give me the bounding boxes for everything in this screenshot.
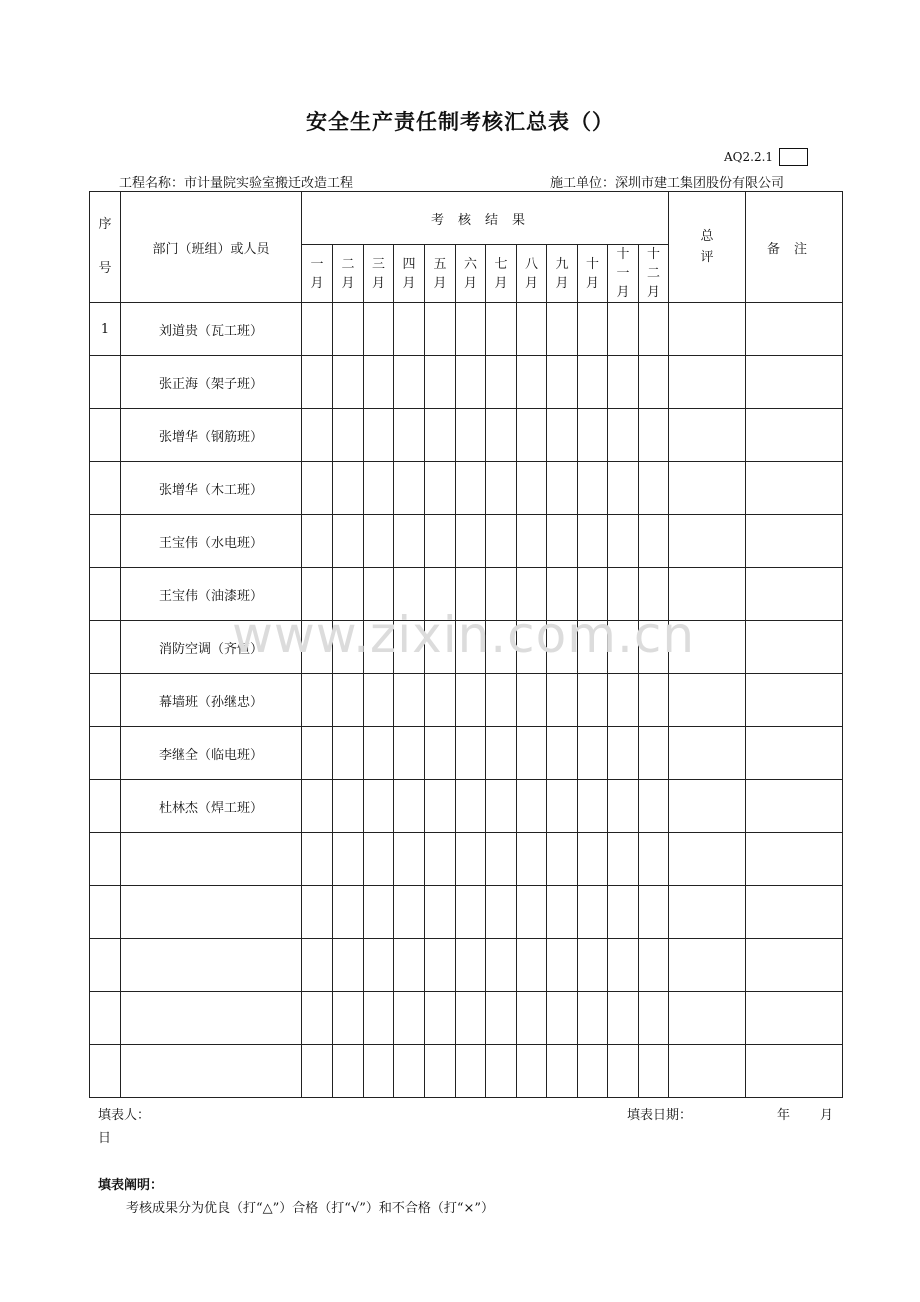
month-result-cell[interactable] — [364, 409, 394, 462]
month-result-cell[interactable] — [486, 462, 517, 515]
month-result-cell[interactable] — [639, 515, 669, 568]
month-header — [302, 245, 333, 303]
month-result-cell[interactable] — [333, 939, 364, 992]
month-result-cell[interactable] — [425, 1045, 456, 1098]
month-result-cell[interactable] — [333, 833, 364, 886]
month-result-cell[interactable] — [608, 833, 639, 886]
month-result-cell[interactable] — [578, 356, 608, 409]
month-result-cell[interactable] — [608, 886, 639, 939]
month-result-cell[interactable] — [578, 409, 608, 462]
month-result-cell[interactable] — [364, 462, 394, 515]
month-result-cell[interactable] — [517, 833, 547, 886]
month-result-cell[interactable] — [517, 1045, 547, 1098]
month-result-cell[interactable] — [486, 727, 517, 780]
row-seq — [90, 409, 121, 462]
overall-cell[interactable] — [669, 515, 746, 568]
month-header-char: 月 — [402, 275, 416, 291]
row-seq — [90, 356, 121, 409]
remarks-cell[interactable] — [746, 1045, 843, 1098]
month-result-cell[interactable] — [578, 780, 608, 833]
month-header — [517, 245, 547, 303]
month-result-cell[interactable] — [394, 515, 425, 568]
project-name: 工程名称：市计量院实验室搬迁改造工程 — [119, 176, 354, 191]
row-seq — [90, 886, 121, 939]
overall-cell[interactable] — [669, 1045, 746, 1098]
month-result-cell[interactable] — [394, 833, 425, 886]
month-result-cell[interactable] — [364, 886, 394, 939]
row-name: 杜林杰（焊工班） — [121, 780, 302, 833]
month-label: 月 — [820, 1108, 834, 1123]
month-result-cell[interactable] — [456, 886, 486, 939]
month-header-char: 月 — [371, 275, 385, 291]
month-result-cell[interactable] — [608, 939, 639, 992]
month-header — [364, 245, 394, 303]
month-result-cell[interactable] — [364, 992, 394, 1045]
month-result-cell[interactable] — [517, 992, 547, 1045]
month-header-char: 八 — [524, 256, 538, 272]
month-result-cell[interactable] — [639, 462, 669, 515]
month-header — [547, 245, 578, 303]
month-result-cell[interactable] — [578, 727, 608, 780]
table-row — [90, 939, 843, 992]
month-result-cell[interactable] — [639, 409, 669, 462]
month-result-cell[interactable] — [425, 833, 456, 886]
month-result-cell[interactable] — [425, 939, 456, 992]
remarks-cell[interactable] — [746, 780, 843, 833]
month-result-cell[interactable] — [425, 727, 456, 780]
overall-cell[interactable] — [669, 780, 746, 833]
month-result-cell[interactable] — [547, 409, 578, 462]
row-name — [121, 833, 302, 886]
remarks-cell[interactable] — [746, 886, 843, 939]
form-code: AQ2.2.1 — [724, 150, 774, 164]
row-seq — [90, 939, 121, 992]
month-result-cell[interactable] — [547, 674, 578, 727]
page-title: 安全生产责任制考核汇总表（） — [306, 110, 614, 134]
month-header — [394, 245, 425, 303]
month-header-char: 十 — [646, 247, 660, 262]
month-result-cell[interactable] — [302, 886, 333, 939]
table-row — [90, 409, 843, 462]
remarks-cell[interactable] — [746, 939, 843, 992]
month-result-cell[interactable] — [394, 727, 425, 780]
table-row — [90, 1045, 843, 1098]
month-result-cell[interactable] — [425, 674, 456, 727]
month-header-char: 十 — [616, 247, 630, 262]
month-result-cell[interactable] — [639, 356, 669, 409]
month-result-cell[interactable] — [578, 462, 608, 515]
month-result-cell[interactable] — [639, 303, 669, 356]
row-name: 王宝伟（水电班） — [121, 515, 302, 568]
month-result-cell[interactable] — [302, 780, 333, 833]
month-result-cell[interactable] — [394, 780, 425, 833]
remarks-cell[interactable] — [746, 462, 843, 515]
month-result-cell[interactable] — [333, 462, 364, 515]
month-result-cell[interactable] — [456, 833, 486, 886]
month-result-cell[interactable] — [302, 303, 333, 356]
month-result-cell[interactable] — [425, 992, 456, 1045]
month-result-cell[interactable] — [517, 780, 547, 833]
row-name — [121, 886, 302, 939]
month-result-cell[interactable] — [608, 303, 639, 356]
contractor-name: 施工单位：深圳市建工集团股份有限公司 — [550, 176, 785, 191]
month-result-cell[interactable] — [302, 674, 333, 727]
month-result-cell[interactable] — [517, 303, 547, 356]
month-header-char: 月 — [463, 275, 477, 291]
month-result-cell[interactable] — [547, 886, 578, 939]
row-name: 李继全（临电班） — [121, 727, 302, 780]
month-result-cell[interactable] — [456, 727, 486, 780]
month-result-cell[interactable] — [608, 356, 639, 409]
row-seq — [90, 621, 121, 674]
remarks-cell[interactable] — [746, 992, 843, 1045]
table-row — [90, 462, 843, 515]
row-name: 张正海（架子班） — [121, 356, 302, 409]
overall-cell[interactable] — [669, 303, 746, 356]
month-header-char: 月 — [524, 275, 538, 291]
row-seq — [90, 1045, 121, 1098]
overall-cell[interactable] — [669, 409, 746, 462]
month-result-cell[interactable] — [425, 462, 456, 515]
month-header-char: 九 — [555, 256, 569, 272]
month-result-cell[interactable] — [547, 1045, 578, 1098]
month-header — [333, 245, 364, 303]
month-result-cell[interactable] — [608, 674, 639, 727]
month-result-cell[interactable] — [486, 515, 517, 568]
month-result-cell[interactable] — [364, 1045, 394, 1098]
month-result-cell[interactable] — [639, 992, 669, 1045]
month-result-cell[interactable] — [608, 992, 639, 1045]
table-row — [90, 727, 843, 780]
month-result-cell[interactable] — [578, 1045, 608, 1098]
note-text: 考核成果分为优良（打“△”）合格（打“√”）和不合格（打“×”） — [126, 1201, 495, 1216]
month-header-char: 四 — [402, 256, 416, 272]
month-result-cell[interactable] — [517, 515, 547, 568]
month-result-cell[interactable] — [456, 1045, 486, 1098]
month-header — [486, 245, 517, 303]
month-result-cell[interactable] — [486, 1045, 517, 1098]
month-result-cell[interactable] — [333, 727, 364, 780]
month-result-cell[interactable] — [608, 1045, 639, 1098]
month-header-char: 月 — [494, 275, 508, 291]
month-header-char: 二 — [646, 266, 660, 281]
month-result-cell[interactable] — [578, 886, 608, 939]
month-result-cell[interactable] — [425, 886, 456, 939]
month-result-cell[interactable] — [425, 303, 456, 356]
month-result-cell[interactable] — [302, 409, 333, 462]
month-result-cell[interactable] — [333, 992, 364, 1045]
overall-cell[interactable] — [669, 939, 746, 992]
row-name: 幕墙班（孙继忠） — [121, 674, 302, 727]
month-result-cell[interactable] — [547, 515, 578, 568]
month-result-cell[interactable] — [333, 886, 364, 939]
month-result-cell[interactable] — [364, 356, 394, 409]
month-result-cell[interactable] — [486, 303, 517, 356]
month-result-cell[interactable] — [608, 462, 639, 515]
month-result-cell[interactable] — [425, 515, 456, 568]
table-row — [90, 303, 843, 356]
watermark: www.zixin.com.cn — [232, 606, 696, 664]
month-result-cell[interactable] — [364, 780, 394, 833]
remarks-cell[interactable] — [746, 674, 843, 727]
row-seq — [90, 462, 121, 515]
month-header-char: 一 — [310, 256, 324, 272]
month-result-cell[interactable] — [578, 515, 608, 568]
row-name — [121, 1045, 302, 1098]
month-result-cell[interactable] — [425, 409, 456, 462]
month-result-cell[interactable] — [547, 303, 578, 356]
month-header-char: 月 — [433, 275, 447, 291]
row-name — [121, 939, 302, 992]
month-result-cell[interactable] — [639, 1045, 669, 1098]
row-name: 王宝伟（油漆班） — [121, 568, 302, 621]
month-result-cell[interactable] — [486, 939, 517, 992]
month-result-cell[interactable] — [394, 1045, 425, 1098]
month-result-cell[interactable] — [302, 356, 333, 409]
month-result-cell[interactable] — [608, 409, 639, 462]
month-result-cell[interactable] — [456, 356, 486, 409]
overall-header — [669, 192, 746, 303]
month-result-cell[interactable] — [456, 462, 486, 515]
month-result-cell[interactable] — [364, 303, 394, 356]
row-seq — [90, 568, 121, 621]
table-row — [90, 356, 843, 409]
remarks-cell[interactable] — [746, 568, 843, 621]
month-header-char: 月 — [646, 285, 660, 300]
month-result-cell[interactable] — [517, 727, 547, 780]
month-result-cell[interactable] — [456, 515, 486, 568]
month-result-cell[interactable] — [517, 409, 547, 462]
remarks-cell[interactable] — [746, 621, 843, 674]
month-result-cell[interactable] — [333, 780, 364, 833]
month-header-char: 月 — [616, 285, 630, 300]
day-label: 日 — [98, 1131, 112, 1146]
row-name: 张增华（钢筋班） — [121, 409, 302, 462]
month-result-cell[interactable] — [456, 939, 486, 992]
month-result-cell[interactable] — [639, 939, 669, 992]
month-result-cell[interactable] — [364, 727, 394, 780]
overall-cell[interactable] — [669, 833, 746, 886]
row-name — [121, 992, 302, 1045]
month-result-cell[interactable] — [302, 515, 333, 568]
form-code-box[interactable] — [779, 148, 808, 166]
month-result-cell[interactable] — [394, 462, 425, 515]
month-result-cell[interactable] — [639, 886, 669, 939]
month-result-cell[interactable] — [486, 409, 517, 462]
month-result-cell[interactable] — [578, 674, 608, 727]
month-result-cell[interactable] — [394, 886, 425, 939]
month-result-cell[interactable] — [333, 515, 364, 568]
seq-header-char: 序 — [98, 217, 112, 232]
month-header-char: 六 — [463, 256, 477, 272]
overall-cell[interactable] — [669, 674, 746, 727]
seq-header — [90, 192, 121, 303]
overall-cell[interactable] — [669, 462, 746, 515]
month-result-cell[interactable] — [364, 674, 394, 727]
month-header-char: 一 — [616, 266, 630, 281]
month-result-cell[interactable] — [302, 727, 333, 780]
filler-label: 填表人： — [98, 1108, 151, 1123]
month-header-char: 五 — [433, 256, 447, 272]
remarks-cell[interactable] — [746, 515, 843, 568]
month-result-cell[interactable] — [394, 409, 425, 462]
seq-header-char: 号 — [98, 261, 112, 276]
month-result-cell[interactable] — [547, 780, 578, 833]
month-result-cell[interactable] — [456, 992, 486, 1045]
overall-header-char: 评 — [700, 250, 714, 265]
month-result-cell[interactable] — [425, 780, 456, 833]
remarks-header: 备注 — [746, 192, 843, 303]
month-result-cell[interactable] — [456, 409, 486, 462]
month-result-cell[interactable] — [333, 356, 364, 409]
note-heading: 填表阐明： — [98, 1178, 164, 1193]
month-result-cell[interactable] — [608, 780, 639, 833]
month-header-char: 月 — [555, 275, 569, 291]
table-row — [90, 833, 843, 886]
month-result-cell[interactable] — [486, 833, 517, 886]
results-header: 考核结果 — [302, 192, 669, 245]
month-header — [608, 245, 639, 303]
remarks-cell[interactable] — [746, 356, 843, 409]
remarks-cell[interactable] — [746, 409, 843, 462]
month-result-cell[interactable] — [302, 462, 333, 515]
month-result-cell[interactable] — [547, 939, 578, 992]
month-header-char: 七 — [494, 256, 508, 272]
month-result-cell[interactable] — [547, 833, 578, 886]
month-header-char: 三 — [371, 256, 385, 272]
month-result-cell[interactable] — [302, 939, 333, 992]
month-header — [425, 245, 456, 303]
month-header-char: 月 — [310, 275, 324, 291]
month-header — [578, 245, 608, 303]
month-header-char: 十 — [585, 256, 599, 272]
month-result-cell[interactable] — [517, 462, 547, 515]
month-result-cell[interactable] — [578, 939, 608, 992]
month-result-cell[interactable] — [639, 674, 669, 727]
row-name: 张增华（木工班） — [121, 462, 302, 515]
remarks-cell[interactable] — [746, 727, 843, 780]
overall-header-char: 总 — [700, 229, 714, 244]
row-seq — [90, 674, 121, 727]
month-header — [639, 245, 669, 303]
month-result-cell[interactable] — [517, 356, 547, 409]
month-result-cell[interactable] — [486, 780, 517, 833]
month-result-cell[interactable] — [394, 674, 425, 727]
row-seq — [90, 833, 121, 886]
month-result-cell[interactable] — [364, 833, 394, 886]
table-row — [90, 674, 843, 727]
month-result-cell[interactable] — [394, 939, 425, 992]
month-result-cell[interactable] — [639, 780, 669, 833]
month-result-cell[interactable] — [578, 992, 608, 1045]
fill-date-label: 填表日期： — [627, 1108, 693, 1123]
row-name: 刘道贵（瓦工班） — [121, 303, 302, 356]
table-row — [90, 515, 843, 568]
month-header-char: 月 — [585, 275, 599, 291]
month-result-cell[interactable] — [547, 462, 578, 515]
month-result-cell[interactable] — [333, 409, 364, 462]
month-result-cell[interactable] — [456, 674, 486, 727]
month-result-cell[interactable] — [578, 303, 608, 356]
table-row — [90, 992, 843, 1045]
row-seq — [90, 992, 121, 1045]
month-result-cell[interactable] — [456, 780, 486, 833]
month-result-cell[interactable] — [547, 727, 578, 780]
month-result-cell[interactable] — [302, 992, 333, 1045]
year-label: 年 — [777, 1108, 791, 1123]
month-result-cell[interactable] — [302, 833, 333, 886]
overall-cell[interactable] — [669, 992, 746, 1045]
month-result-cell[interactable] — [394, 356, 425, 409]
overall-cell[interactable] — [669, 727, 746, 780]
month-result-cell[interactable] — [547, 356, 578, 409]
month-result-cell[interactable] — [425, 356, 456, 409]
month-result-cell[interactable] — [517, 886, 547, 939]
row-seq — [90, 727, 121, 780]
overall-cell[interactable] — [669, 356, 746, 409]
row-name: 消防空调（齐恒） — [121, 621, 302, 674]
overall-cell[interactable] — [669, 886, 746, 939]
month-result-cell[interactable] — [394, 303, 425, 356]
month-result-cell[interactable] — [333, 1045, 364, 1098]
month-result-cell[interactable] — [364, 515, 394, 568]
dept-header: 部门（班组）或人员 — [121, 192, 302, 303]
month-result-cell[interactable] — [486, 992, 517, 1045]
month-result-cell[interactable] — [302, 1045, 333, 1098]
month-result-cell[interactable] — [517, 674, 547, 727]
month-result-cell[interactable] — [639, 833, 669, 886]
remarks-cell[interactable] — [746, 303, 843, 356]
month-result-cell[interactable] — [517, 939, 547, 992]
month-result-cell[interactable] — [456, 303, 486, 356]
remarks-cell[interactable] — [746, 833, 843, 886]
month-result-cell[interactable] — [333, 303, 364, 356]
table-row — [90, 886, 843, 939]
month-result-cell[interactable] — [364, 939, 394, 992]
month-result-cell[interactable] — [608, 727, 639, 780]
month-header-char: 二 — [341, 256, 355, 272]
month-result-cell[interactable] — [394, 992, 425, 1045]
month-result-cell[interactable] — [486, 886, 517, 939]
row-seq — [90, 780, 121, 833]
month-result-cell[interactable] — [333, 674, 364, 727]
month-header — [456, 245, 486, 303]
month-result-cell[interactable] — [486, 356, 517, 409]
month-header-char: 月 — [341, 275, 355, 291]
table-row — [90, 780, 843, 833]
month-result-cell[interactable] — [639, 727, 669, 780]
month-result-cell[interactable] — [486, 674, 517, 727]
month-result-cell[interactable] — [547, 992, 578, 1045]
month-result-cell[interactable] — [608, 515, 639, 568]
row-seq: 1 — [90, 303, 121, 356]
row-seq — [90, 515, 121, 568]
month-result-cell[interactable] — [578, 833, 608, 886]
